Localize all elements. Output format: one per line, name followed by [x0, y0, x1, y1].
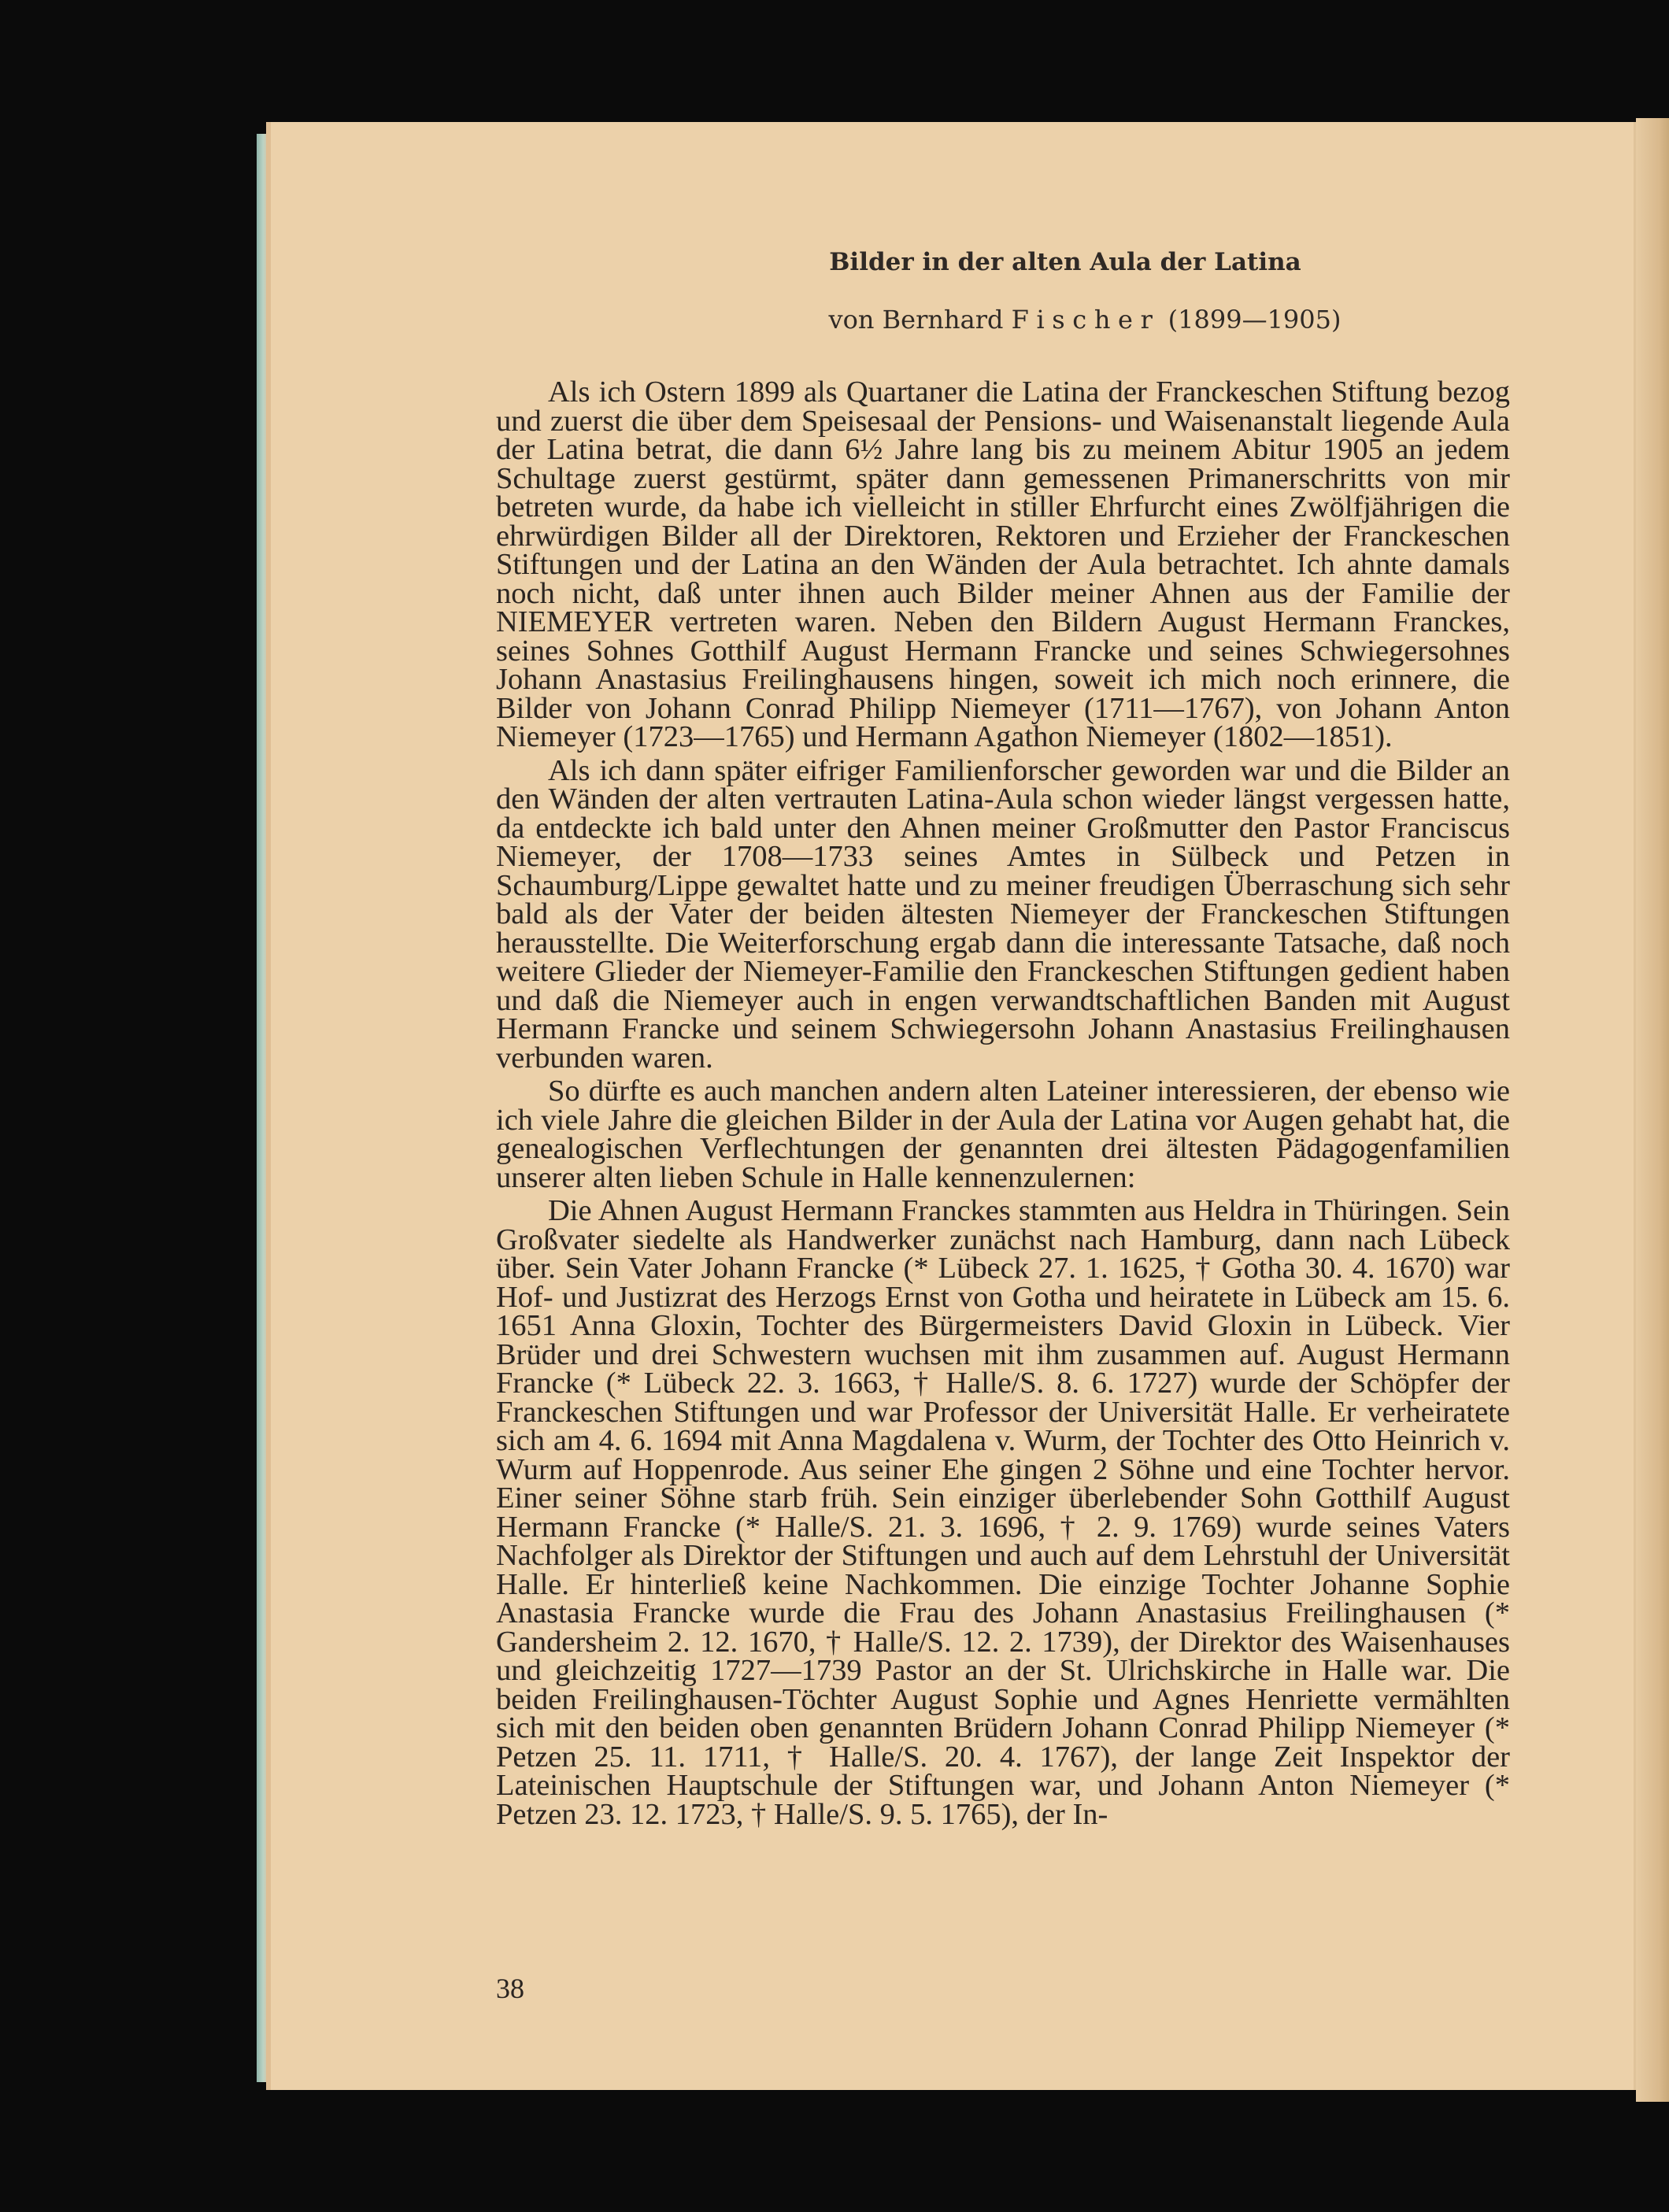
page-edge-right — [1636, 118, 1669, 2102]
author-surname: Fischer — [1011, 305, 1160, 335]
article-byline — [266, 305, 1636, 335]
paragraph-1: Als ich Ostern 1899 als Quartaner die Latina der Franckeschen Stiftung bezog und zuerst die über dem Speisesaal der Pensions- und Waisenanstalt liegende Aula der Latina betrat, die dann 6½ Jahre lang bis zu meinem Abitur 1905 an jedem Schultage zuerst gestürmt, später dann gemessenen Primanerschritts von mir betreten wurde, da habe ich vielleicht in stiller Ehrfurcht eines Zwölfjährigen die ehrwürdigen Bilder all der Direktoren, Rektoren und Erzieher der Franckeschen Stiftungen und der Latina an den Wänden der Aula betrachtet. Ich ahnte damals noch nicht, daß unter ihnen auch Bilder meiner Ahnen aus der Familie der NIEMEYER vertreten waren. Neben den Bildern August Hermann Franckes, seines Sohnes Gotthilf August Hermann Francke und seines Schwiegersohnes Johann Anastasius Freilinghausens hingen, soweit ich mich noch erinnere, die Bilder von Johann Conrad Philipp Niemeyer (1711—1767), von Johann Anton Niemeyer (1723—1765) und Hermann Agathon Niemeyer (1802—1851). — [496, 375, 1510, 753]
article-body — [496, 375, 1510, 1833]
byline-years: (1899—1905) — [1168, 305, 1341, 335]
byline-prefix: von Bernhard — [828, 305, 1004, 335]
article-title: Bilder in der alten Aula der Latina — [829, 248, 1301, 276]
paragraph-4: Die Ahnen August Hermann Franckes stammten aus Heldra in Thüringen. Sein Großvater siedelte als Handwerker zunächst nach Hamburg, dann nach Lübeck über. Sein Vater Johann Francke (* Lübeck 27. 1. 1625, † Gotha 30. 4. 1670) war Hof- und Justizrat des Herzogs Ernst von Gotha und heiratete in Lübeck am 15. 6. 1651 Anna Gloxin, Tochter des Bürgermeisters David Gloxin in Lübeck. Vier Brüder und drei Schwestern wuchsen mit ihm zusammen auf. August Hermann Francke (* Lübeck 22. 3. 1663, † Halle/S. 8. 6. 1727) wurde der Schöpfer der Franckeschen Stiftungen und war Professor der Universität Halle. Er verheiratete sich am 4. 6. 1694 mit Anna Magdalena v. Wurm, der Tochter des Otto Heinrich v. Wurm auf Hoppenrode. Aus seiner Ehe gingen 2 Söhne und eine Tochter hervor. Einer seiner Söhne starb früh. Sein einziger überlebender Sohn Gotthilf August Hermann Francke (* Halle/S. 21. 3. 1696, † 2. 9. 1769) wurde seines Vaters Nachfolger als Direktor der Stiftungen und auch auf dem Lehrstuhl der Universität Halle. Er hinterließ keine Nachkommen. Die einzige Tochter Johanne Sophie Anastasia Francke wurde die Frau des Johann Anastasius Freilinghausen (* Gandersheim 2. 12. 1670, † Halle/S. 12. 2. 1739), der Direktor des Waisenhauses und gleichzeitig 1727—1739 Pastor an der St. Ulrichskirche in Halle war. Die beiden Freilinghausen-Töchter August Sophie und Agnes Henriette vermählten sich mit den beiden oben genannten Brüdern Johann Conrad Philipp Niemeyer (* Petzen 25. 11. 1711, † Halle/S. 20. 4. 1767), der lange Zeit Inspektor der Lateinischen Hauptschule der Stiftungen war, und Johann Anton Niemeyer (* Petzen 23. 12. 1723, † Halle/S. 9. 5. 1765), der In- — [496, 1194, 1510, 1831]
book-page — [266, 122, 1636, 2090]
paragraph-2: Als ich dann später eifriger Familienforscher geworden war und die Bilder an den Wänden der alten vertrauten Latina-Aula schon wieder längst vergessen hatte, da entdeckte ich bald unter den Ahnen meiner Großmutter den Pastor Franciscus Niemeyer, der 1708—1733 seines Amtes in Sülbeck und Petzen in Schaumburg/Lippe gewaltet hatte und zu meiner freudigen Überraschung sich sehr bald als der Vater der beiden ältesten Niemeyer der Franckeschen Stiftungen herausstellte. Die Weiterforschung ergab dann die interessante Tatsache, daß noch weitere Glieder der Niemeyer-Familie den Franckeschen Stiftungen gedient haben und daß die Niemeyer auch in engen verwandtschaftlichen Banden mit August Hermann Francke und seinem Schwiegersohn Johann Anastasius Freilinghausen verbunden waren. — [496, 753, 1510, 1075]
paragraph-3: So dürfte es auch manchen andern alten Lateiner interessieren, der ebenso wie ich viele Jahre die gleichen Bilder in der Aula der Latina vor Augen gehabt hat, die genealogischen Verflechtungen der genannten drei ältesten Pädagogenfamilien unserer alten lieben Schule in Halle kennenzulernen: — [496, 1075, 1510, 1194]
page-number: 38 — [496, 1973, 524, 2004]
